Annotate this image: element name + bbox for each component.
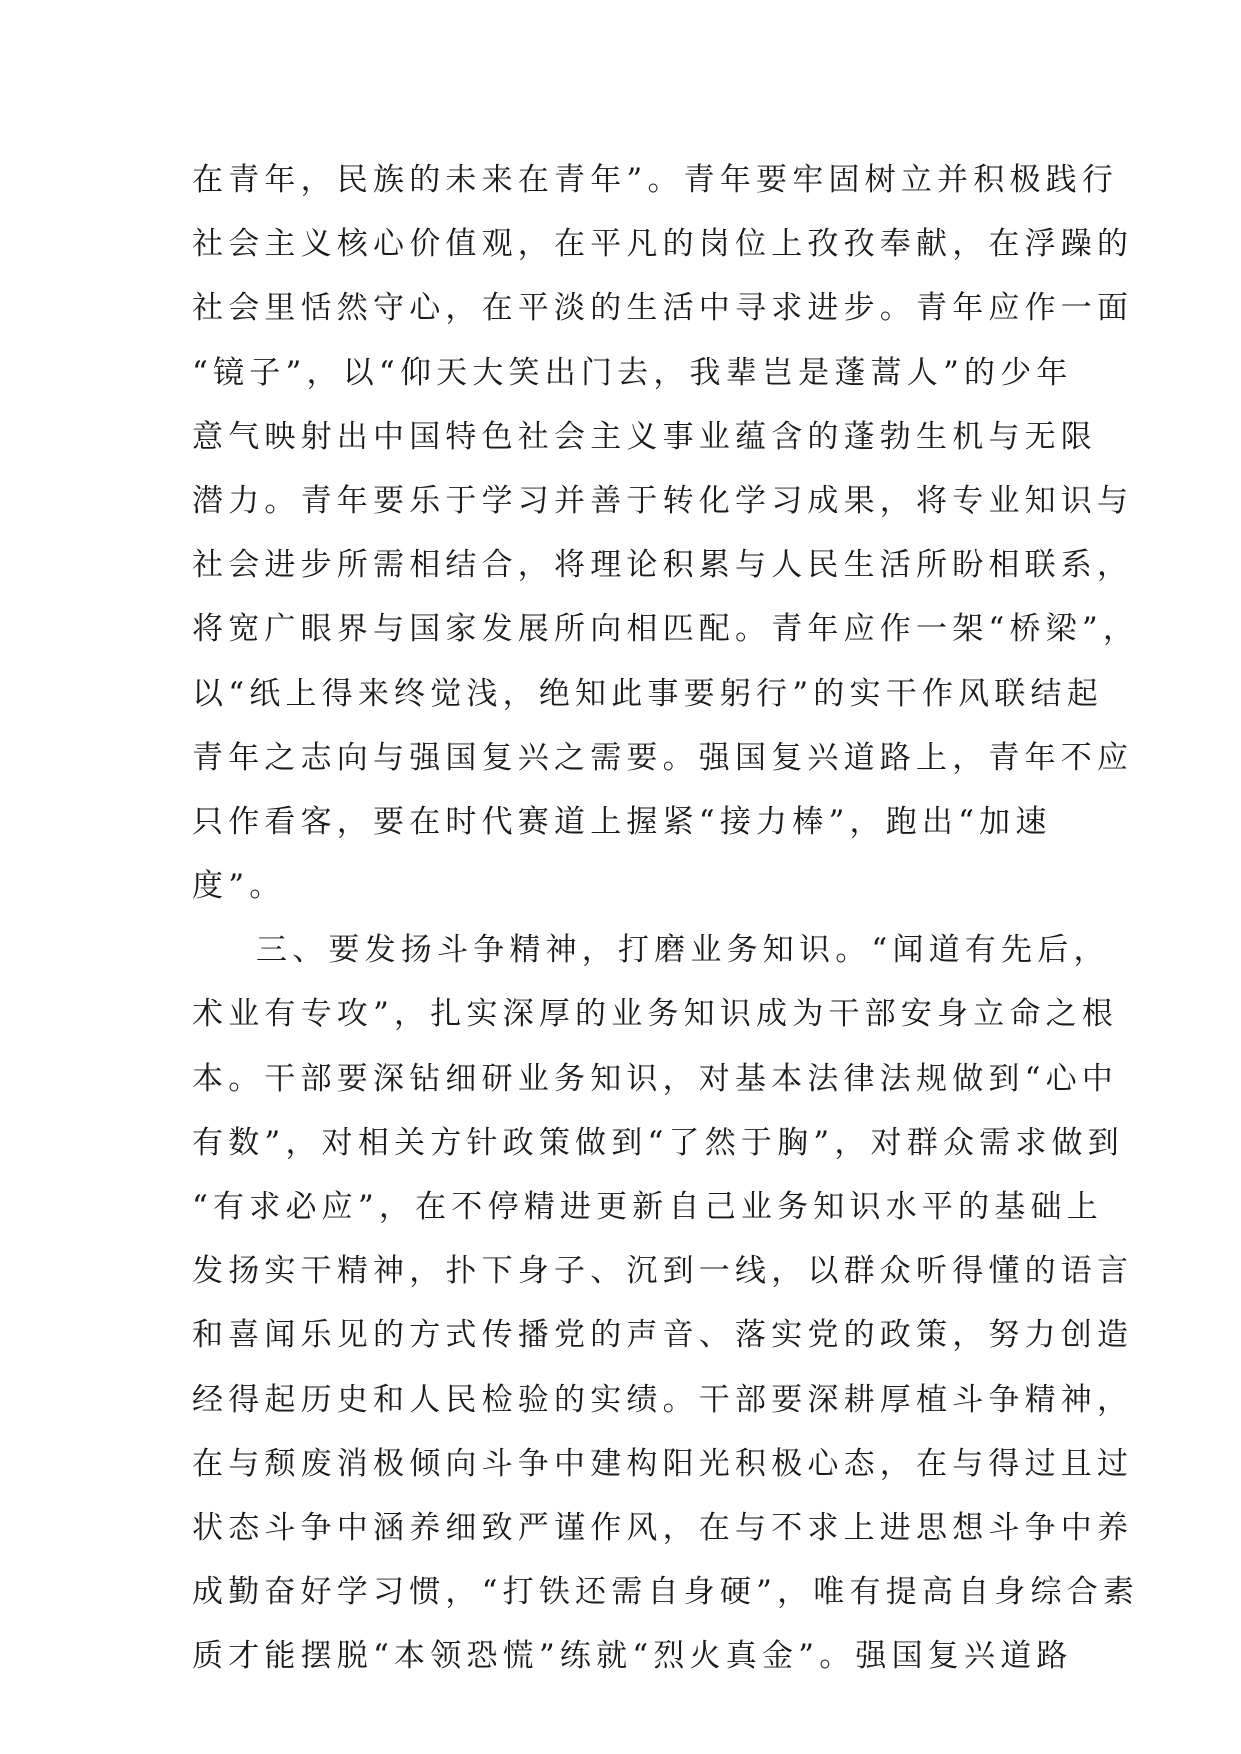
- text-line: 只作看客，要在时代赛道上握紧“接力棒”，跑出“加速: [192, 803, 1052, 840]
- text-line: 有数”，对相关方针政策做到“了然于胸”，对群众需求做到: [192, 1124, 1124, 1161]
- text-line: “镜子”，以“仰天大笑出门去，我辈岂是蓬蒿人”的少年: [192, 354, 1073, 391]
- text-line: 发扬实干精神，扑下身子、沉到一线，以群众听得懂的语言: [192, 1253, 1134, 1290]
- text-line: 和喜闻乐见的方式传播党的声音、落实党的政策，努力创造: [192, 1317, 1134, 1354]
- section-heading-line: 三、要发扬斗争精神，打磨业务知识。“闻道有先后，: [256, 932, 1110, 969]
- text-line: 经得起历史和人民检验的实绩。干部要深耕厚植斗争精神，: [192, 1381, 1134, 1418]
- text-line: 潜力。青年要乐于学习并善于转化学习成果，将专业知识与: [192, 482, 1134, 519]
- text-line: 将宽广眼界与国家发展所向相匹配。青年应作一架“桥梁”，: [192, 611, 1140, 648]
- text-line: “有求必应”，在不停精进更新自己业务知识水平的基础上: [192, 1189, 1103, 1225]
- text-line: 社会里恬然守心，在平淡的生活中寻求进步。青年应作一面: [192, 290, 1134, 327]
- text-line: 意气映射出中国特色社会主义事业蕴含的蓬勃生机与无限: [192, 418, 1097, 455]
- text-line: 以“纸上得来终觉浅，绝知此事要躬行”的实干作风联结起: [192, 675, 1103, 712]
- text-line: 成勤奋好学习惯，“打铁还需自身硬”，唯有提高自身综合素: [192, 1574, 1140, 1611]
- text-line: 术业有专攻”，扎实深厚的业务知识成为干部安身立命之根: [192, 996, 1119, 1033]
- text-line: 在青年，民族的未来在青年”。青年要牢固树立并积极践行: [192, 162, 1119, 198]
- text-line: 状态斗争中涵养细致严谨作风，在与不求上进思想斗争中养: [192, 1509, 1134, 1546]
- text-line: 质才能摆脱“本领恐慌”练就“烈火真金”。强国复兴道路: [192, 1638, 1073, 1675]
- text-line: 本。干部要深钻细研业务知识，对基本法律法规做到“心中: [192, 1060, 1119, 1097]
- text-line: 社会主义核心价值观，在平凡的岗位上孜孜奉献，在浮躁的: [192, 226, 1134, 263]
- text-line: 青年之志向与强国复兴之需要。强国复兴道路上，青年不应: [192, 739, 1134, 776]
- text-line: 度”。: [192, 868, 286, 905]
- body-text: [192, 148, 1140, 1689]
- text-line: 在与颓废消极倾向斗争中建构阳光积极心态，在与得过且过: [192, 1445, 1134, 1482]
- text-line: 社会进步所需相结合，将理论积累与人民生活所盼相联系，: [192, 547, 1134, 584]
